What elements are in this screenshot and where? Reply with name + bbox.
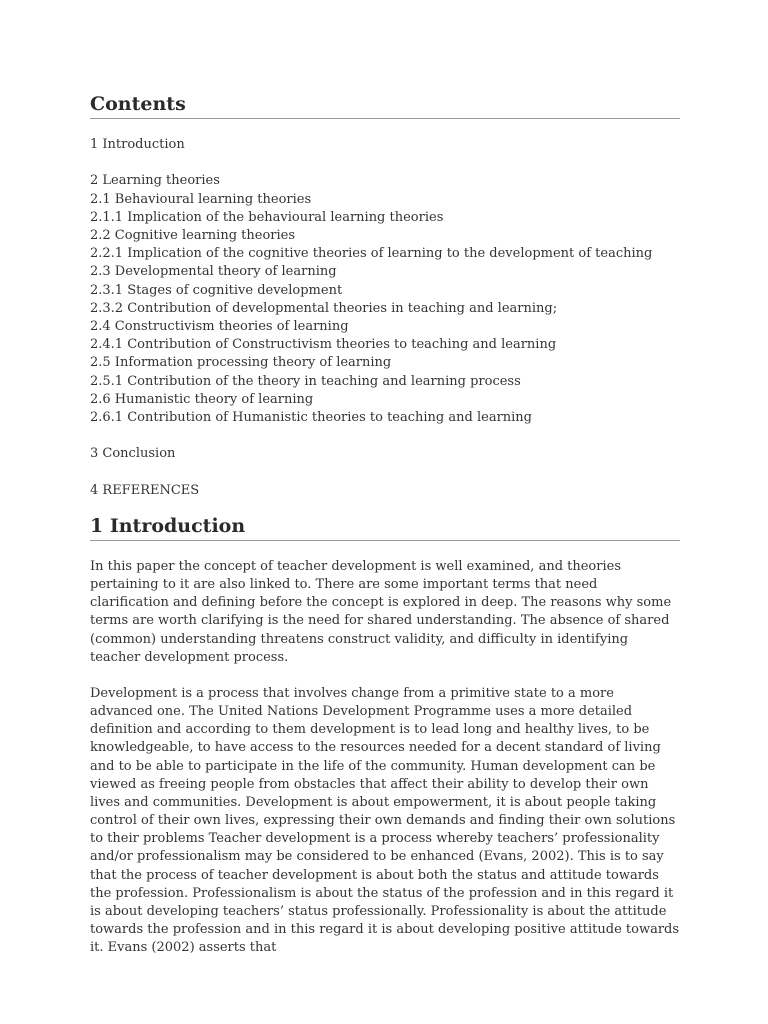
table-of-contents (90, 136, 680, 500)
toc-item: 2.3.2 Contribution of developmental theories in teaching and learning; (90, 300, 558, 316)
toc-group-introduction (90, 136, 680, 154)
toc-item: 2.3.1 Stages of cognitive development (90, 282, 343, 298)
toc-item: 2.2 Cognitive learning theories (90, 228, 296, 243)
toc-group-conclusion (90, 445, 680, 463)
toc-item: 2.4 Constructivism theories of learning (90, 319, 349, 335)
body-paragraph: In this paper the concept of teacher development is well examined, and theories pertaining to it are also linked to. There are some important terms that need clarification and defining before the concept is explored in deep. The reasons why some terms are worth clarifying is the need for shared understanding. The absence of shared (common) understanding threatens construct validity, and difficulty in identifying teacher development process. (90, 559, 672, 665)
toc-item: 2.5.1 Contribution of the theory in teaching and learning process (90, 373, 521, 389)
toc-item: 2.6.1 Contribution of Humanistic theories to teaching and learning (90, 410, 533, 426)
toc-item: 2.6 Humanistic theory of learning (90, 391, 314, 407)
toc-item: 3 Conclusion (90, 446, 176, 462)
toc-item: 4 REFERENCES (90, 482, 200, 498)
introduction-heading: 1 Introduction (90, 514, 680, 541)
toc-item: 2.2.1 Implication of the cognitive theories of learning to the development of teaching (90, 246, 653, 262)
body-paragraph: Development is a process that involves change from a primitive state to a more advanced one. The United Nations Development Programme uses a more detailed definition and according to them development is to lead long and healthy lives, to be knowledgeable, to have access to the resources needed for a decent standard of living and to be able to participate in the life of the community. Human development can be viewed as freeing people from obstacles that affect their ability to develop their own lives and communities. Development is about empowerment, it is about people taking control of their own lives, expressing their own demands and finding their own solutions to their problems Teacher development is a process whereby teachers’ professionality and/or professionalism may be considered to be enhanced (Evans, 2002). This is to say that the process of teacher development is about both the status and attitude towards the profession. Professionalism is about the status of the profession and in this regard it is about developing teachers’ status professionally. Professionality is about the attitude towards the profession and in this regard it is about developing positive attitude towards it. Evans (2002) asserts that (90, 685, 680, 956)
toc-item: 2 Learning theories (90, 173, 220, 189)
toc-item: 2.4.1 Contribution of Constructivism theories to teaching and learning (90, 337, 557, 353)
toc-item: 2.1 Behavioural learning theories (90, 191, 312, 207)
document-page (90, 92, 680, 975)
toc-group-references (90, 482, 680, 500)
toc-item: 2.5 Information processing theory of learning (90, 355, 392, 371)
toc-group-learning-theories (90, 172, 680, 427)
toc-item: 2.1.1 Implication of the behavioural learning theories (90, 209, 444, 225)
toc-item: 1 Introduction (90, 137, 185, 152)
contents-heading: Contents (90, 92, 680, 119)
toc-item: 2.3 Developmental theory of learning (90, 264, 337, 280)
